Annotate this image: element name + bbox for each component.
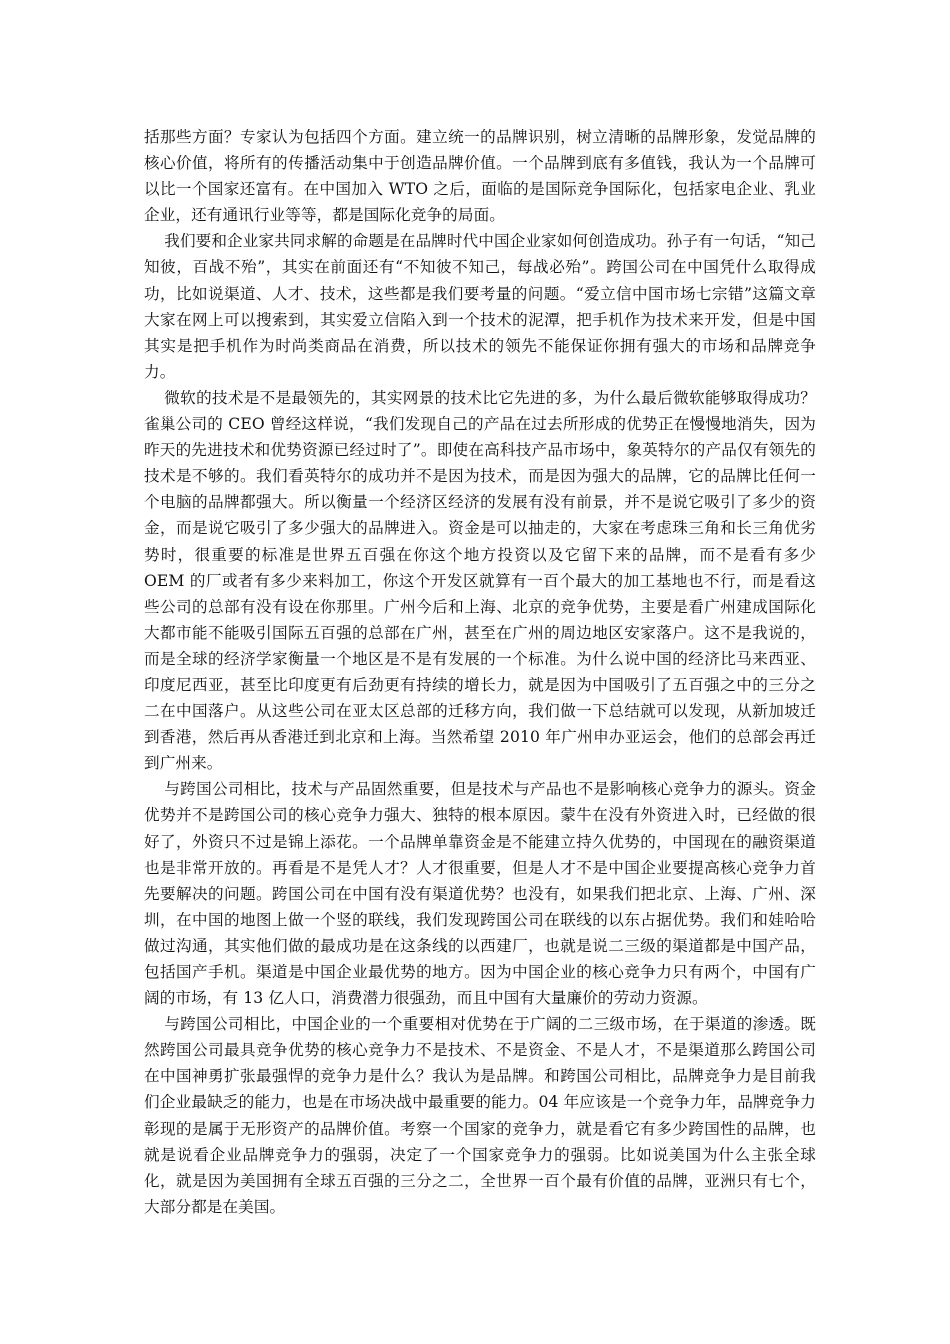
paragraph-core-competitiveness: 与跨国公司相比，技术与产品固然重要，但是技术与产品也不是影响核心竞争力的源头。资金优势并不是跨国公司的核心竞争力强大、独特的根本原因。蒙牛在没有外资进入时，已经做的很好了，外资只不过是锦上添花。一个品牌单靠资金是不能建立持久优势的，中国现在的融资渠道也是非常开放的。再看是不是凭人才？人才很重要，但是人才不是中国企业要提高核心竞争力首先要解决的问题。跨国公司在中国有没有渠道优势？也没有，如果我们把北京、上海、广州、深圳，在中国的地图上做一个竖的联线，我们发现跨国公司在联线的以东占据优势。我们和娃哈哈做过沟通，其实他们做的最成功是在这条线的以西建厂，也就是说二三级的渠道都是中国产品，包括国产手机。渠道是中国企业最优势的地方。因为中国企业的核心竞争力只有两个，中国有广阔的市场，有 13 亿人口，消费潜力很强劲，而且中国有大量廉价的劳动力资源。 <box>144 780 816 1008</box>
article-body <box>144 124 816 1220</box>
paragraph-brand-competitiveness: 与跨国公司相比，中国企业的一个重要相对优势在于广阔的二三级市场，在于渠道的渗透。既然跨国公司最具竞争优势的核心竞争力不是技术、不是资金、不是人才，不是渠道那么跨国公司在中国神勇扩张最强悍的竞争力是什么？我认为是品牌。和跨国公司相比，品牌竞争力是目前我们企业最缺乏的能力，也是在市场决战中最重要的能力。04 年应该是一个竞争力年，品牌竞争力彰现的是属于无形资产的品牌价值。考察一个国家的竞争力，就是看它有多少跨国性的品牌，也就是说看企业品牌竞争力的强弱，决定了一个国家竞争力的强弱。比如说美国为什么主张全球化，就是因为美国拥有全球五百强的三分之二，全世界一百个最有价值的品牌，亚洲只有七个，大部分都是在美国。 <box>144 1015 816 1216</box>
paragraph-brand-aspects: 括那些方面？专家认为包括四个方面。建立统一的品牌识别，树立清晰的品牌形象，发觉品牌的核心价值，将所有的传播活动集中于创造品牌价值。一个品牌到底有多值钱，我认为一个品牌可以比一个国家还富有。在中国加入 WTO 之后，面临的是国际竞争国际化，包括家电企业、乳业企业，还有通讯行业等等，都是国际化竞争的局面。 <box>144 128 816 225</box>
paragraph-know-yourself: 我们要和企业家共同求解的命题是在品牌时代中国企业家如何创造成功。孙子有一句话，“知己知彼，百战不殆”，其实在前面还有“不知彼不知己，每战必殆”。跨国公司在中国凭什么取得成功，比如说渠道、人才、技术，这些都是我们要考量的问题。“爱立信中国市场七宗错”这篇文章大家在网上可以搜索到，其实爱立信陷入到一个技术的泥潭，把手机作为技术来开发，但是中国其实是把手机作为时尚类商品在消费，所以技术的领先不能保证你拥有强大的市场和品牌竞争力。 <box>144 232 816 381</box>
paragraph-microsoft-technology: 微软的技术是不是最领先的，其实网景的技术比它先进的多，为什么最后微软能够取得成功？雀巢公司的 CEO 曾经这样说，“我们发现自己的产品在过去所形成的优势正在慢慢地消失，因为昨天的先进技术和优势资源已经过时了”。即使在高科技产品市场中，象英特尔的产品仅有领先的技术是不够的。我们看英特尔的成功并不是因为技术，而是因为强大的品牌，它的品牌比任何一个电脑的品牌都强大。所以衡量一个经济区经济的发展有没有前景，并不是说它吸引了多少的资金，而是说它吸引了多少强大的品牌进入。资金是可以抽走的，大家在考虑珠三角和长三角优劣势时，很重要的标准是世界五百强在你这个地方投资以及它留下来的品牌，而不是看有多少 OEM 的厂或者有多少来料加工，你这个开发区就算有一百个最大的加工基地也不行，而是看这些公司的总部有没有设在你那里。广州今后和上海、北京的竞争优势，主要是看广州建成国际化大都市能不能吸引国际五百强的总部在广州，甚至在广州的周边地区安家落户。这不是我说的，而是全球的经济学家衡量一个地区是不是有发展的一个标准。为什么说中国的经济比马来西亚、印度尼西亚，甚至比印度更有后劲更有持续的增长力，就是因为中国吸引了五百强之中的三分之二在中国落户。从这些公司在亚太区总部的迁移方向，我们做一下总结就可以发现，从新加坡迁到香港，然后再从香港迁到北京和上海。当然希望 2010 年广州申办亚运会，他们的总部会再迁到广州来。 <box>144 388 816 773</box>
